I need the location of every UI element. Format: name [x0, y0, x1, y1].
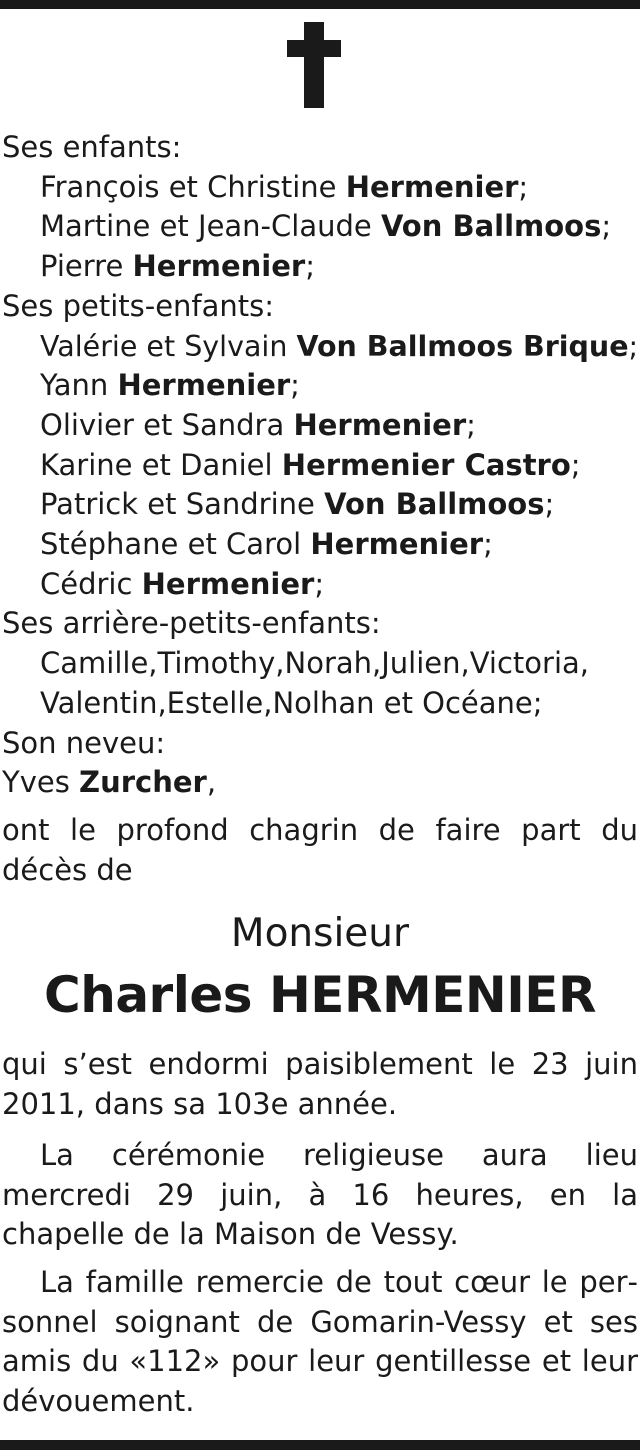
family-surname: Hermenier [117, 368, 291, 403]
family-line-text: Ses arrière-petits-enfants: [2, 606, 381, 641]
family-line [2, 207, 638, 247]
announcement-text: ont le profond chagrin de faire part du décès de [2, 813, 638, 887]
family-surname: Hermenier [345, 169, 519, 204]
family-line-text: Yves [2, 765, 80, 800]
family-surname: Hermenier Castro [281, 447, 571, 482]
family-line [2, 604, 638, 644]
family-line-text: François et Christine [40, 169, 346, 204]
family-line-text: Pierre [40, 249, 133, 284]
family-line-text: Valentin,Estelle,Nolhan et Océane; [40, 685, 543, 720]
family-line-punct: , [206, 765, 217, 800]
family-line [2, 565, 638, 605]
thanks-text: La famille remercie de tout cœur le personnel soignant de Gomarin-Vessy et ses amis du «112» pour leur gentillesse et leur dévouement. [2, 1265, 638, 1419]
family-line [2, 287, 638, 327]
family-line-punct: ; [628, 329, 639, 363]
family-line-text: Ses petits-enfants: [2, 288, 275, 323]
family-line-punct: ; [518, 169, 529, 204]
family-line [2, 525, 638, 565]
family-line [2, 327, 638, 367]
family-line-text: Ses enfants: [2, 130, 182, 164]
family-line [2, 724, 638, 764]
family-line-text: Valérie et Sylvain [40, 329, 297, 363]
family-line-text: Cédric [40, 566, 142, 601]
family-surname: Von Ballmoos [324, 487, 545, 522]
family-line [2, 446, 638, 486]
family-surname: Hermenier [141, 566, 315, 601]
family-line-punct: ; [483, 527, 493, 562]
family-surname: Hermenier [132, 249, 306, 284]
ceremony-text: La cérémonie religieuse aura lieu mercredi 29 juin, à 16 heures, en la chapelle de la Maison de Vessy. [2, 1138, 638, 1252]
family-line-punct: ; [601, 209, 612, 244]
family-list [2, 128, 638, 803]
family-line-text: Yann [40, 368, 118, 403]
family-line [2, 168, 638, 208]
bottom-border-rule [0, 1440, 640, 1450]
family-surname: Von Ballmoos Brique [296, 329, 629, 363]
family-line [2, 128, 638, 168]
deceased-name: Charles HERMENIER [44, 966, 596, 1024]
death-notice-text: qui s’est endormi paisiblement le 23 juin 2011, dans sa 103e année. [2, 1047, 638, 1121]
family-surname: Von Ballmoos [380, 209, 602, 244]
family-line [2, 644, 638, 684]
family-line-punct: ; [544, 487, 555, 522]
family-line-punct: ; [305, 249, 315, 284]
family-line-text: Stéphane et Carol [40, 527, 311, 562]
family-line-punct: ; [290, 368, 300, 403]
family-line-text: Patrick et Sandrine [40, 487, 325, 522]
family-line-punct: ; [570, 447, 581, 482]
honorific: Monsieur [230, 911, 410, 956]
family-surname: Hermenier [293, 407, 467, 442]
family-line [2, 485, 638, 525]
family-surname: Hermenier [310, 527, 484, 562]
family-line-text: Karine et Daniel [40, 447, 282, 482]
family-surname: Zurcher [79, 765, 207, 800]
family-line-text: Camille,Timothy,Norah,Julien,Victoria, [40, 646, 590, 681]
family-line-punct: ; [466, 407, 476, 442]
family-line [2, 366, 638, 406]
top-border-rule [0, 0, 640, 9]
family-line [2, 406, 638, 446]
family-line [2, 763, 638, 803]
family-line-punct: ; [314, 566, 325, 601]
family-line-text: Olivier et Sandra [40, 407, 294, 442]
family-line [2, 684, 638, 724]
cross-icon [287, 22, 341, 108]
family-line [2, 247, 638, 287]
family-line-text: Son neveu: [2, 725, 166, 760]
family-line-text: Martine et Jean-Claude [40, 209, 381, 244]
